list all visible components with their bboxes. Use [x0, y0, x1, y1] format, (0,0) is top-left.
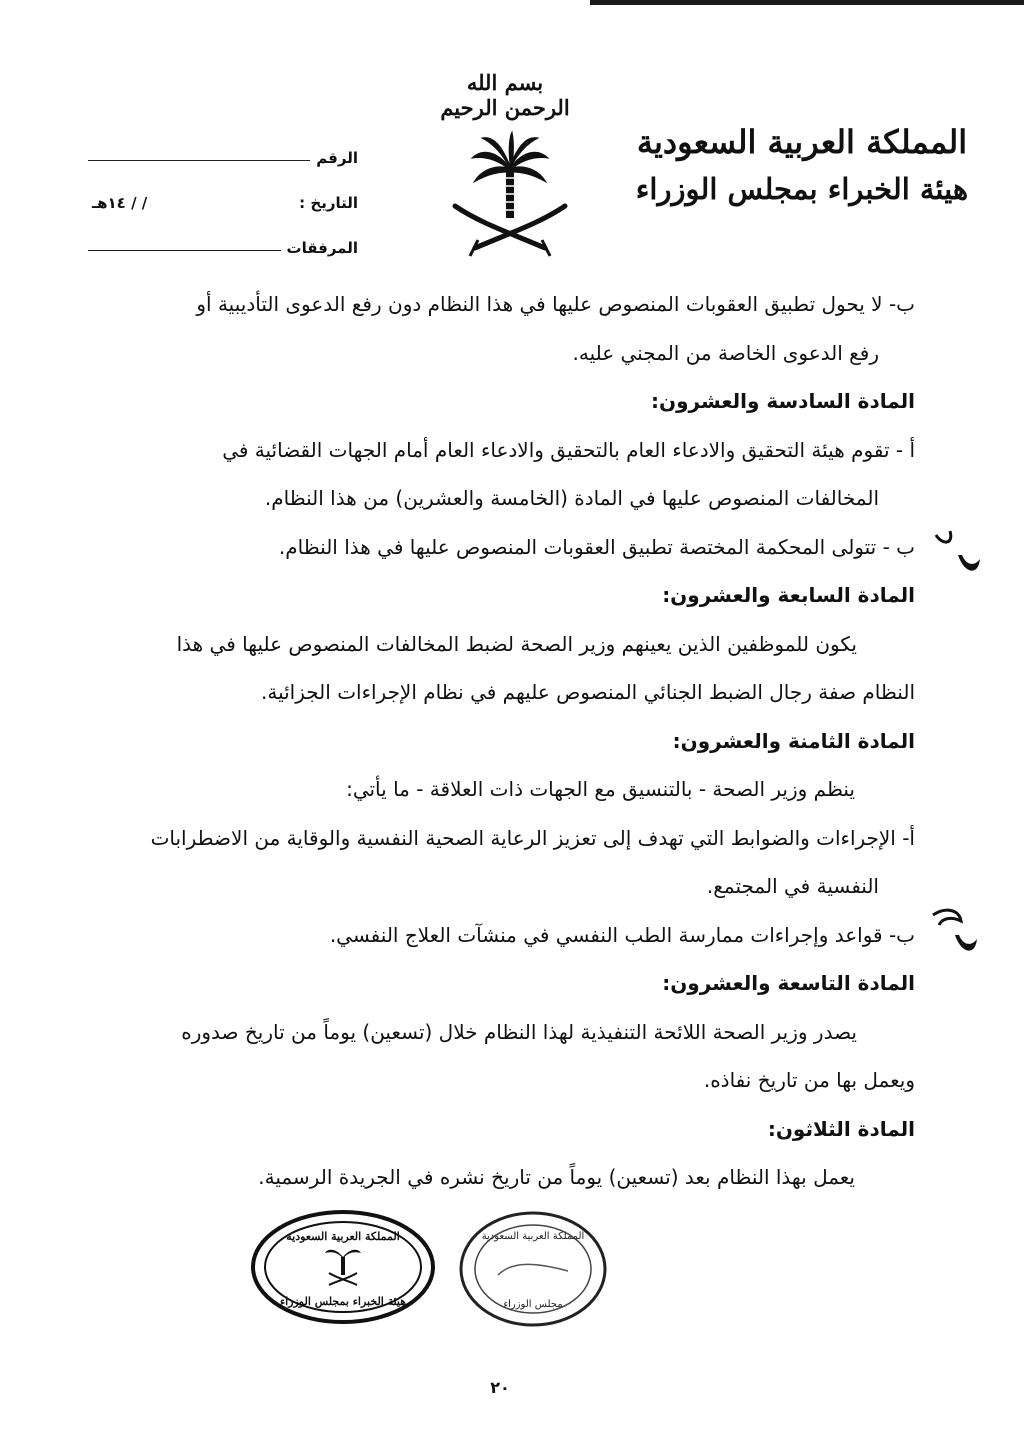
authority-seal-icon — [253, 1212, 433, 1322]
reference-row — [88, 122, 358, 167]
date-label: التاريخ : — [299, 194, 358, 212]
attachments-label: المرفقات — [286, 239, 358, 257]
article25-clause-b-line1: ب- لا يحول تطبيق العقوبات المنصوص عليها في هذا النظام دون رفع الدعوى التأديبية أو — [196, 292, 915, 316]
reference-label: الرقم — [316, 149, 358, 167]
document-meta-block — [88, 122, 358, 257]
article29-text-line1: يصدر وزير الصحة اللائحة التنفيذية لهذا النظام خلال (تسعين) يوماً من تاريخ صدوره — [181, 1019, 857, 1044]
official-stamps — [248, 1205, 618, 1330]
right-stamp-bottom-text: مجلس الوزراء — [503, 1299, 563, 1310]
margin-initial-mark-icon — [925, 895, 985, 965]
letterhead — [632, 118, 972, 212]
document-body — [100, 280, 915, 1202]
date-value: / / ١٤هـ — [92, 194, 148, 212]
basmala: بسم الله الرحمن الرحيم — [440, 70, 570, 120]
article30-text: يعمل بهذا النظام بعد (تسعين) يوماً من تاريخ نشره في الجريدة الرسمية. — [258, 1165, 855, 1189]
article26-clause-a-line1: أ - تقوم هيئة التحقيق والادعاء العام بالتحقيق والادعاء العام أمام الجهات القضائية في — [222, 437, 915, 462]
margin-initial-mark-icon — [928, 515, 988, 585]
article28-clause-a-line2: النفسية في المجتمع. — [706, 874, 879, 898]
article26-heading: المادة السادسة والعشرون: — [651, 389, 915, 413]
article30-heading: المادة الثلاثون: — [767, 1116, 915, 1141]
org-name-authority: هيئة الخبراء بمجلس الوزراء — [635, 172, 969, 206]
article25-clause-b-line2: رفع الدعوى الخاصة من المجني عليه. — [572, 340, 879, 365]
reference-line — [88, 160, 310, 161]
article29-text-line2: ويعمل بها من تاريخ نفاذه. — [703, 1068, 915, 1092]
council-seal-icon — [461, 1213, 605, 1325]
saudi-emblem-icon — [450, 128, 570, 263]
article28-heading: المادة الثامنة والعشرون: — [672, 728, 915, 753]
article28-intro: ينظم وزير الصحة - بالتنسيق مع الجهات ذات العلاقة - ما يأتي: — [346, 777, 855, 801]
article29-heading: المادة التاسعة والعشرون: — [662, 971, 915, 995]
attachments-row — [88, 212, 358, 257]
scan-top-border — [590, 0, 1024, 5]
article28-clause-a-line1: أ- الإجراءات والضوابط التي تهدف إلى تعزيز الرعاية الصحية النفسية والوقاية من الاضطرابات — [150, 825, 915, 850]
article27-text-line2: النظام صفة رجال الضبط الجنائي المنصوص عليهم في نظام الإجراءات الجزائية. — [261, 680, 915, 704]
right-stamp-top-text: المملكة العربية السعودية — [481, 1231, 585, 1242]
left-stamp-top-text: المملكة العربية السعودية — [286, 1230, 400, 1243]
article27-heading: المادة السابعة والعشرون: — [662, 583, 915, 607]
attachments-line — [88, 250, 281, 251]
article27-text-line1: يكون للموظفين الذين يعينهم وزير الصحة لضبط المخالفات المنصوص عليها في هذا — [176, 631, 857, 656]
page-number: ٢٠ — [490, 1378, 510, 1397]
date-row — [88, 167, 358, 212]
article26-clause-b: ب - تتولى المحكمة المختصة تطبيق العقوبات المنصوص عليها في هذا النظام. — [278, 534, 915, 559]
org-name-country: المملكة العربية السعودية — [636, 123, 968, 161]
article28-clause-b: ب- قواعد وإجراءات ممارسة الطب النفسي في منشآت العلاج النفسي. — [329, 922, 915, 947]
left-stamp-bottom-text: هيئة الخبراء بمجلس الوزراء — [279, 1295, 407, 1308]
article26-clause-a-line2: المخالفات المنصوص عليها في المادة (الخامسة والعشرين) من هذا النظام. — [264, 486, 879, 510]
